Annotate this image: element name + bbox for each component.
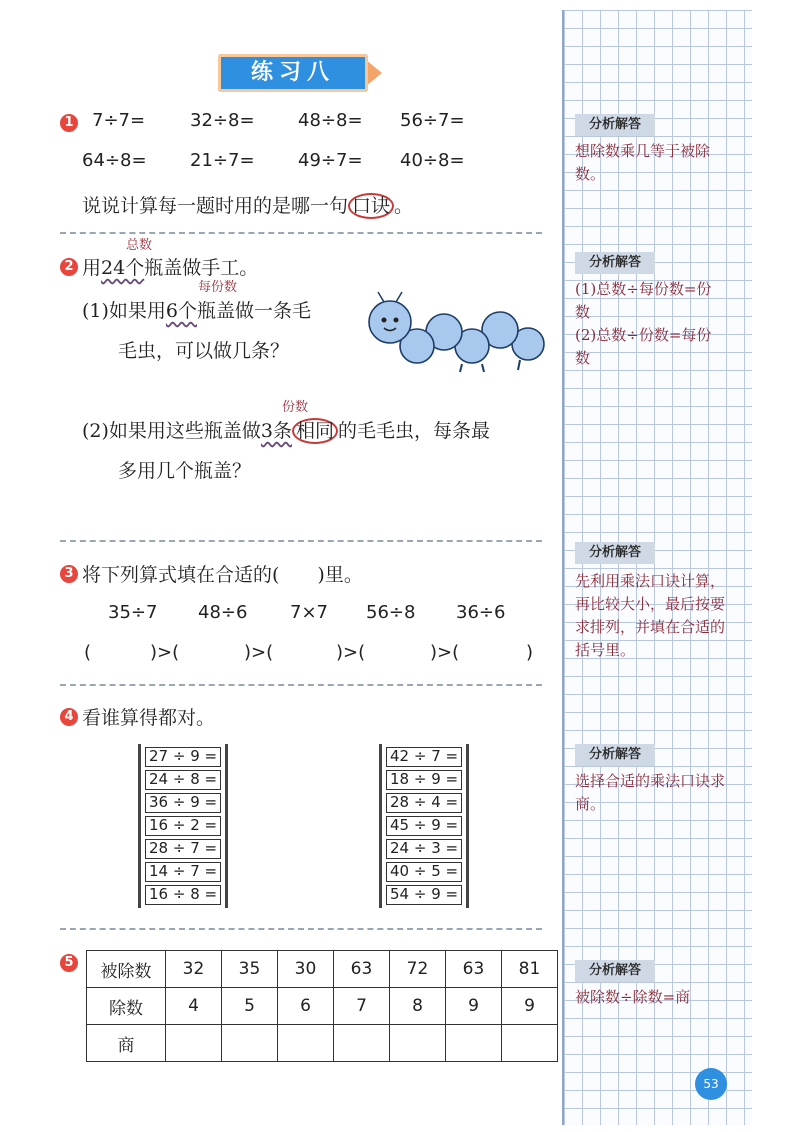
analysis-note: 先利用乘法口诀计算，再比较大小，最后按要求排列，并填在合适的括号里。 [575, 572, 726, 659]
analysis-note: 选择合适的乘法口诀求商。 [575, 772, 726, 813]
answer-cell[interactable] [222, 1025, 278, 1062]
table-cell: 9 [446, 988, 502, 1025]
shelf-equation: 27 ÷ 9 = [145, 747, 221, 767]
shelf-equation: 24 ÷ 3 = [386, 839, 462, 859]
table-cell: 6 [278, 988, 334, 1025]
row-label: 商 [87, 1025, 166, 1062]
q1-expr: 64÷8= [82, 150, 147, 171]
table-cell: 63 [446, 951, 502, 988]
analysis-note: (1)总数÷每份数=份数 (2)总数÷份数=每份数 [575, 280, 712, 367]
q1-expr: 21÷7= [190, 150, 255, 171]
table-cell: 5 [222, 988, 278, 1025]
q3-expr: 7×7 [290, 602, 328, 623]
shelf-equation: 16 ÷ 8 = [145, 885, 221, 905]
annotation-each: 每份数 [198, 280, 238, 295]
shelf-equation: 54 ÷ 9 = [386, 885, 462, 905]
table-row [87, 988, 558, 1025]
q1-expr: 49÷7= [298, 150, 363, 171]
answer-cell[interactable] [390, 1025, 446, 1062]
table-cell: 8 [390, 988, 446, 1025]
shelf-equation: 40 ÷ 5 = [386, 862, 462, 882]
q1-expr: 7÷7= [92, 110, 146, 131]
q3-expr: 35÷7 [108, 602, 158, 623]
shelf-equation: 36 ÷ 9 = [145, 793, 221, 813]
analysis-tag: 分析解答 [575, 114, 655, 136]
shelf-equation: 28 ÷ 4 = [386, 793, 462, 813]
q2-part2-line2: 多用几个瓶盖？ [118, 460, 252, 482]
q3-expr: 36÷6 [456, 602, 506, 623]
table-row [87, 1025, 558, 1062]
analysis-note: 想除数乘几等于被除数。 [575, 142, 711, 183]
q1-expr: 40÷8= [400, 150, 465, 171]
q2-part1-line2: 毛虫，可以做几条？ [118, 340, 290, 362]
row-label: 被除数 [87, 951, 166, 988]
divider [60, 684, 542, 686]
shelf-equation: 28 ÷ 7 = [145, 839, 221, 859]
q1-expr: 32÷8= [190, 110, 255, 131]
q1-prompt: 说说计算每一题时用的是哪一句 口诀 。 [82, 195, 414, 217]
circled-word: 口诀 [348, 193, 394, 219]
annotation-parts: 份数 [282, 400, 309, 415]
answer-cell[interactable] [502, 1025, 558, 1062]
shelf-equation: 42 ÷ 7 = [386, 747, 462, 767]
answer-blank[interactable]: )>( [430, 642, 460, 663]
q2-statement: 用24个瓶盖做手工。 [82, 257, 259, 279]
shelf-right [379, 744, 469, 908]
table-cell: 9 [502, 988, 558, 1025]
q5-number: 5 [60, 954, 78, 972]
q4-prompt: 看谁算得都对。 [82, 707, 216, 729]
analysis-tag: 分析解答 [575, 744, 655, 766]
divider [60, 540, 542, 542]
analysis-tag: 分析解答 [575, 542, 655, 564]
q2-part1: (1)如果用6个瓶盖做一条毛 [82, 300, 312, 322]
q1-expr: 56÷7= [400, 110, 465, 131]
shelf-equation: 14 ÷ 7 = [145, 862, 221, 882]
circled-word: 相同 [292, 418, 338, 444]
row-label: 除数 [87, 988, 166, 1025]
division-table [86, 950, 558, 1062]
caterpillar-illustration [362, 288, 552, 378]
answer-blank[interactable]: ) [526, 642, 534, 663]
table-cell: 63 [334, 951, 390, 988]
analysis-tag: 分析解答 [575, 252, 655, 274]
table-row [87, 951, 558, 988]
divider [60, 928, 542, 930]
shelf-left [138, 744, 228, 908]
answer-blank[interactable]: )>( [244, 642, 274, 663]
page-title: 练习八 [218, 54, 368, 92]
answer-blank[interactable]: )>( [150, 642, 180, 663]
q1-expr: 48÷8= [298, 110, 363, 131]
answer-blank[interactable]: )>( [336, 642, 366, 663]
q3-number: 3 [60, 565, 78, 583]
answer-cell[interactable] [166, 1025, 222, 1062]
answer-cell[interactable] [278, 1025, 334, 1062]
q2-part2: (2)如果用这些瓶盖做3条 相同 的毛毛虫，每条最 [82, 420, 491, 442]
shelf-equation: 18 ÷ 9 = [386, 770, 462, 790]
table-cell: 35 [222, 951, 278, 988]
annotation-total: 总数 [126, 238, 153, 253]
analysis-note: 被除数÷除数=商 [575, 988, 691, 1006]
analysis-tag: 分析解答 [575, 960, 655, 982]
q2-number: 2 [60, 258, 78, 276]
answer-cell[interactable] [446, 1025, 502, 1062]
q4-number: 4 [60, 708, 78, 726]
shelf-equation: 16 ÷ 2 = [145, 816, 221, 836]
table-cell: 30 [278, 951, 334, 988]
q3-expr: 56÷8 [366, 602, 416, 623]
q3-expr: 48÷6 [198, 602, 248, 623]
q1-number: 1 [60, 114, 78, 132]
table-cell: 32 [166, 951, 222, 988]
shelf-equation: 24 ÷ 8 = [145, 770, 221, 790]
pencil-tip-icon [366, 60, 382, 86]
q3-prompt: 将下列算式填在合适的( )里。 [82, 564, 363, 586]
table-cell: 81 [502, 951, 558, 988]
page-number: 53 [695, 1068, 727, 1100]
table-cell: 72 [390, 951, 446, 988]
title-banner [218, 54, 368, 92]
table-cell: 4 [166, 988, 222, 1025]
answer-blank[interactable]: ( [84, 642, 92, 663]
table-cell: 7 [334, 988, 390, 1025]
shelf-equation: 45 ÷ 9 = [386, 816, 462, 836]
answer-cell[interactable] [334, 1025, 390, 1062]
